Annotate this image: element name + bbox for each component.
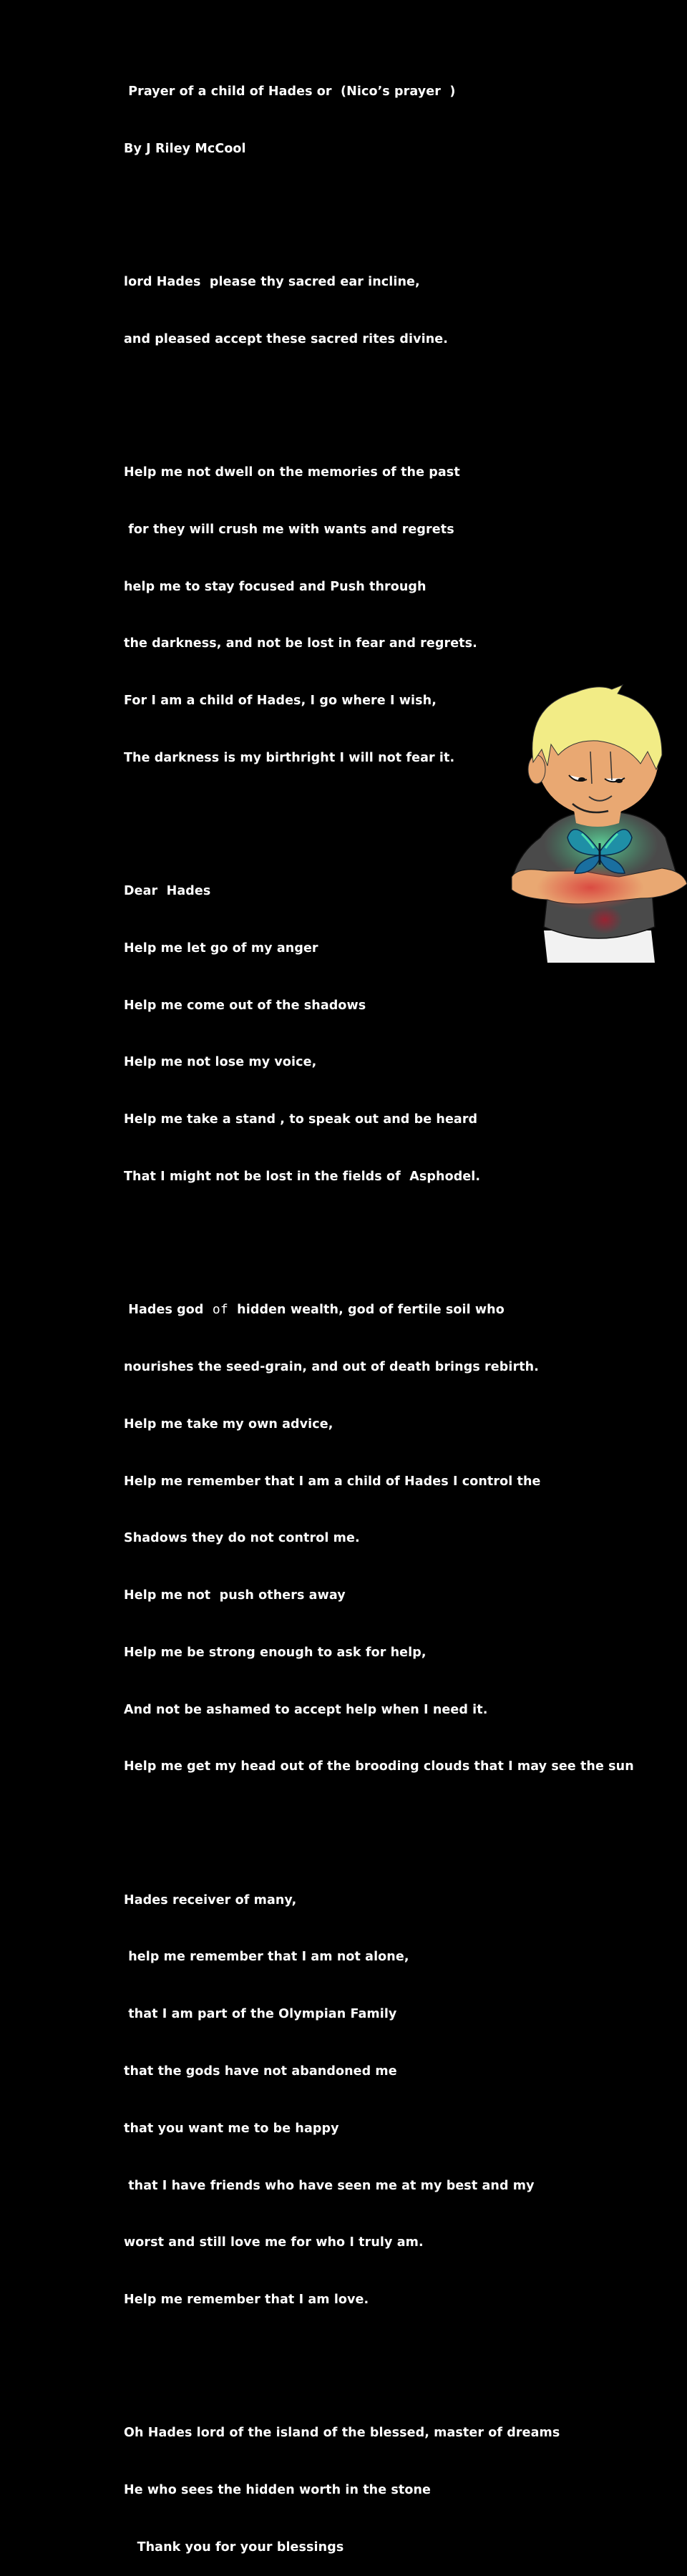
poem-line: Help me come out of the shadows (124, 998, 366, 1013)
poem-line: Help me take a stand , to speak out and be heard (124, 1112, 478, 1127)
poem-line: the darkness, and not be lost in fear and regrets. (124, 636, 477, 651)
poem-line: Help me not dwell on the memories of the past (124, 465, 460, 480)
poem-line: He who sees the hidden worth in the stone (124, 2483, 432, 2497)
poem-title: Prayer of a child of Hades or (Nico’s prayer ) (124, 84, 456, 99)
poem-line: that the gods have not abandoned me (124, 2064, 397, 2079)
poem-line: for they will crush me with wants and regrets (124, 522, 454, 537)
poem-line: Hades receiver of many, (124, 1892, 297, 1907)
poem-line: The darkness is my birthright I will not fear it. (124, 750, 455, 765)
stanza-gap (124, 1225, 625, 1244)
poem-line: Help me remember that I am a child of Hades I control the (124, 1474, 541, 1489)
poem-line: Help me be strong enough to ask for help, (124, 1645, 427, 1660)
stanza-gap (124, 197, 625, 216)
poem-line: help me remember that I am not alone, (124, 1950, 409, 1965)
poem-line: Dear Hades (124, 884, 211, 899)
poem-line: Shadows they do not control me. (124, 1531, 360, 1546)
stanza-gap (124, 387, 625, 407)
poem-line: Help me not push others away (124, 1588, 346, 1603)
poem-line-part: hidden wealth, god of fertile soil who (228, 1303, 505, 1318)
poem-line: Help me remember that I am love. (124, 2293, 369, 2308)
poem-author: By J Riley McCool (124, 141, 246, 156)
poem-line: that you want me to be happy (124, 2121, 339, 2136)
poem-line: that I am part of the Olympian Family (124, 2007, 397, 2022)
poem-line: nourishes the seed-grain, and out of death brings rebirth. (124, 1359, 539, 1374)
poem-line: help me to stay focused and Push through (124, 579, 427, 594)
poem-line: For I am a child of Hades, I go where I wish, (124, 694, 437, 709)
poem-line: Thank you for your blessings (124, 2539, 344, 2555)
poem-line: that I have friends who have seen me at my best and my (124, 2178, 535, 2193)
poem-document (124, 44, 634, 2576)
stanza-gap (124, 1814, 625, 1834)
poem-line-part-thin: of (212, 1302, 228, 1318)
poem-line: and pleased accept these sacred rites divine. (124, 331, 448, 346)
poem-line: And not be ashamed to accept help when I need it. (124, 1702, 488, 1717)
poem-line: Help me take my own advice, (124, 1416, 333, 1432)
boy-with-butterfly-illustration (505, 684, 687, 963)
stanza-gap (124, 2348, 625, 2367)
poem-line: That I might not be lost in the fields of Asphodel. (124, 1170, 481, 1185)
poem-line: Help me not lose my voice, (124, 1055, 317, 1070)
poem-line: worst and still love me for who I truly am. (124, 2235, 424, 2250)
poem-line: Oh Hades lord of the island of the blessed, master of dreams (124, 2426, 560, 2441)
poem-line: Help me let go of my anger (124, 941, 318, 956)
poem-line: lord Hades please thy sacred ear incline, (124, 275, 420, 290)
poem-line: Help me get my head out of the brooding clouds that I may see the sun (124, 1759, 634, 1774)
poem-line-part: Hades god (124, 1303, 213, 1318)
poem-line (124, 1301, 625, 1320)
